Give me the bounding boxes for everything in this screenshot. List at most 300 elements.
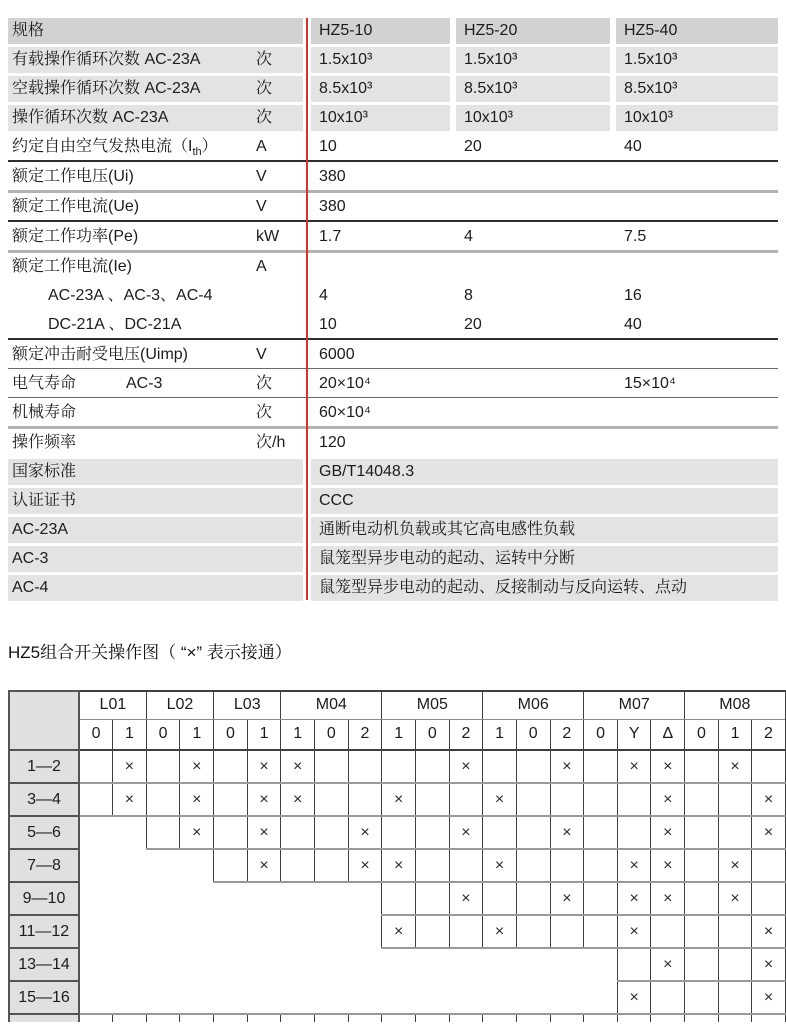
contact-cell xyxy=(516,882,550,915)
contact-cell xyxy=(382,882,416,915)
spec-unit: V xyxy=(256,168,267,185)
void-area xyxy=(79,948,617,981)
contact-cell xyxy=(214,750,248,783)
operation-table xyxy=(8,690,786,1022)
void-area xyxy=(79,816,146,849)
contact-cell xyxy=(315,750,349,783)
spec-value-span: 380 xyxy=(319,168,346,185)
contact-cell xyxy=(348,750,382,783)
contact-cell xyxy=(382,816,416,849)
spec-label: 额定工作电流(Ue) xyxy=(12,198,140,215)
spec-value: 20×10⁴ xyxy=(319,375,371,392)
contact-cell xyxy=(516,750,550,783)
spec-unit: 次 xyxy=(256,80,273,97)
contact-mark-cell: × xyxy=(550,816,584,849)
spec-value: 20 xyxy=(464,316,482,333)
spec-value: HZ5-20 xyxy=(456,18,610,44)
group-header: L02 xyxy=(146,691,213,719)
contact-cell xyxy=(651,981,685,1014)
spec-value-span: 6000 xyxy=(319,346,355,363)
contact-cell xyxy=(685,750,719,783)
contact-row-label: 15—16 xyxy=(9,981,79,1014)
contact-cell xyxy=(315,849,349,882)
partial-cell xyxy=(281,1014,315,1022)
contact-row xyxy=(9,915,786,948)
void-area xyxy=(79,849,214,882)
partial-row-label xyxy=(9,1014,79,1022)
contact-cell xyxy=(146,750,180,783)
spec-label: 国家标准 xyxy=(12,463,77,480)
spec-row xyxy=(8,283,778,309)
spec-row xyxy=(8,194,778,222)
contact-mark-cell: × xyxy=(617,849,651,882)
spec-label: 机械寿命 xyxy=(12,404,77,421)
sub-header: Δ xyxy=(651,719,685,750)
contact-cell xyxy=(483,816,517,849)
contact-mark-cell: × xyxy=(281,783,315,816)
spec-unit: kW xyxy=(256,228,280,245)
sub-header: 0 xyxy=(685,719,719,750)
spec-label: 空载操作循环次数 AC-23A xyxy=(12,80,201,97)
group-header-row xyxy=(9,691,786,719)
contact-cell xyxy=(685,948,719,981)
contact-row-label: 7—8 xyxy=(9,849,79,882)
spec-value: 40 xyxy=(624,138,642,155)
spec-row xyxy=(8,400,778,429)
partial-cell xyxy=(113,1014,147,1022)
spec-value: 10x10³ xyxy=(311,105,450,131)
contact-mark-cell: × xyxy=(550,882,584,915)
contact-cell xyxy=(584,882,618,915)
spec-value: 7.5 xyxy=(624,228,647,245)
contact-cell xyxy=(550,915,584,948)
spec-table xyxy=(8,18,778,604)
contact-row xyxy=(9,882,786,915)
partial-cell xyxy=(685,1014,719,1022)
contact-mark-cell: × xyxy=(348,816,382,849)
spec-label: 操作循环次数 AC-23A xyxy=(12,109,169,126)
partial-cell xyxy=(315,1014,349,1022)
spec-label-cell xyxy=(8,430,303,456)
contact-row xyxy=(9,750,786,783)
spec-row xyxy=(8,254,778,280)
contact-mark-cell: × xyxy=(483,915,517,948)
spec-value xyxy=(456,371,610,397)
contact-row xyxy=(9,981,786,1014)
sub-header: 0 xyxy=(79,719,113,750)
spec-label-cell xyxy=(8,488,303,514)
spec-label: 额定工作电流(Ie) xyxy=(12,258,133,275)
partial-cell xyxy=(214,1014,248,1022)
contact-cell xyxy=(315,816,349,849)
contact-cell xyxy=(752,882,786,915)
partial-row xyxy=(9,1014,786,1022)
partial-cell xyxy=(415,1014,449,1022)
spec-label-cell xyxy=(8,134,303,165)
spec-value-span: 鼠笼型异步电动的起动、运转中分断 xyxy=(311,546,778,572)
contact-cell xyxy=(685,849,719,882)
partial-cell xyxy=(483,1014,517,1022)
corner-cell xyxy=(9,691,79,750)
spec-unit: 次 xyxy=(256,109,273,126)
contact-cell xyxy=(651,915,685,948)
contact-cell xyxy=(449,915,483,948)
contact-mark-cell: × xyxy=(718,750,752,783)
spec-unit: 次/h xyxy=(256,434,286,451)
spec-value: HZ5-40 xyxy=(616,18,778,44)
spec-row xyxy=(8,459,778,485)
spec-label-cell xyxy=(8,459,303,485)
contact-cell xyxy=(214,783,248,816)
contact-mark-cell: × xyxy=(752,981,786,1014)
contact-mark-cell: × xyxy=(449,816,483,849)
contact-mark-cell: × xyxy=(382,783,416,816)
sub-header: 1 xyxy=(180,719,214,750)
contact-row xyxy=(9,783,786,816)
spec-unit: 次 xyxy=(256,375,273,392)
contact-mark-cell: × xyxy=(382,849,416,882)
contact-row-label: 3—4 xyxy=(9,783,79,816)
contact-mark-cell: × xyxy=(281,750,315,783)
red-divider-line xyxy=(306,18,308,600)
contact-cell xyxy=(685,882,719,915)
contact-cell xyxy=(617,948,651,981)
spec-value: HZ5-10 xyxy=(311,18,450,44)
spec-value: 4 xyxy=(464,228,473,245)
contact-cell xyxy=(315,783,349,816)
spec-value: 10 xyxy=(319,316,337,333)
contact-mark-cell: × xyxy=(752,783,786,816)
spec-value: 4 xyxy=(319,287,328,304)
spec-row xyxy=(8,517,778,543)
sub-header-row xyxy=(9,719,786,750)
spec-label-subscript: th xyxy=(192,146,202,159)
contact-row-label: 13—14 xyxy=(9,948,79,981)
spec-label-cell xyxy=(8,164,303,190)
contact-mark-cell: × xyxy=(113,750,147,783)
contact-mark-cell: × xyxy=(651,849,685,882)
contact-mark-cell: × xyxy=(651,750,685,783)
spec-label-cell xyxy=(8,76,303,102)
partial-cell xyxy=(247,1014,281,1022)
contact-mark-cell: × xyxy=(348,849,382,882)
contact-mark-cell: × xyxy=(113,783,147,816)
spec-label-cell xyxy=(8,254,303,280)
contact-cell xyxy=(516,783,550,816)
contact-cell xyxy=(718,816,752,849)
contact-mark-cell: × xyxy=(617,981,651,1014)
contact-row xyxy=(9,816,786,849)
partial-cell xyxy=(146,1014,180,1022)
contact-mark-cell: × xyxy=(651,882,685,915)
spec-value: 16 xyxy=(624,287,642,304)
contact-mark-cell: × xyxy=(247,849,281,882)
spec-sublabel: AC-3 xyxy=(126,375,163,392)
contact-cell xyxy=(214,849,248,882)
contact-cell xyxy=(415,750,449,783)
contact-cell xyxy=(550,849,584,882)
contact-mark-cell: × xyxy=(617,750,651,783)
contact-cell xyxy=(382,750,416,783)
spec-value-span: 60×10⁴ xyxy=(319,404,371,421)
spec-row xyxy=(8,575,778,601)
partial-cell xyxy=(348,1014,382,1022)
spec-value: 15×10⁴ xyxy=(624,375,676,392)
sub-header: 0 xyxy=(516,719,550,750)
contact-cell xyxy=(415,882,449,915)
spec-unit: 次 xyxy=(256,51,273,68)
contact-cell xyxy=(685,783,719,816)
spec-value-span: 380 xyxy=(319,198,346,215)
group-header: M05 xyxy=(382,691,483,719)
contact-cell xyxy=(483,882,517,915)
contact-cell xyxy=(516,915,550,948)
spec-label-cell xyxy=(8,18,303,44)
spec-value-span: GB/T14048.3 xyxy=(311,459,778,485)
spec-label-cell xyxy=(8,105,303,131)
partial-cell xyxy=(584,1014,618,1022)
spec-row xyxy=(8,164,778,193)
spec-row xyxy=(8,342,778,369)
spec-value: 10x10³ xyxy=(616,105,778,131)
spec-value: 1.5x10³ xyxy=(616,47,778,73)
spec-label: 额定工作电压(Ui) xyxy=(12,168,134,185)
contact-mark-cell: × xyxy=(752,948,786,981)
sub-header: Y xyxy=(617,719,651,750)
contact-row xyxy=(9,849,786,882)
spec-row xyxy=(8,47,778,73)
spec-label: 额定工作功率(Pe) xyxy=(12,228,139,245)
sub-header: 2 xyxy=(752,719,786,750)
sub-header: 2 xyxy=(550,719,584,750)
spec-label-cell xyxy=(8,194,303,220)
spec-label: 操作频率 xyxy=(12,434,77,451)
spec-value: 1.5x10³ xyxy=(311,47,450,73)
spec-label: 额定冲击耐受电压(Uimp) xyxy=(12,346,188,363)
contact-cell xyxy=(281,816,315,849)
spec-label-cell xyxy=(8,342,303,368)
spec-row xyxy=(8,76,778,102)
contact-cell xyxy=(685,981,719,1014)
contact-mark-cell: × xyxy=(449,882,483,915)
partial-cell xyxy=(382,1014,416,1022)
spec-label-cell xyxy=(8,312,303,338)
contact-row-label: 9—10 xyxy=(9,882,79,915)
contact-cell xyxy=(146,816,180,849)
partial-cell xyxy=(449,1014,483,1022)
op-body xyxy=(9,750,786,1022)
void-area xyxy=(79,981,617,1014)
contact-mark-cell: × xyxy=(651,783,685,816)
contact-mark-cell: × xyxy=(483,849,517,882)
contact-cell xyxy=(685,915,719,948)
spec-label: AC-4 xyxy=(12,579,49,596)
partial-cell xyxy=(516,1014,550,1022)
spec-row xyxy=(8,371,778,398)
contact-mark-cell: × xyxy=(247,816,281,849)
partial-cell xyxy=(752,1014,786,1022)
contact-mark-cell: × xyxy=(180,750,214,783)
contact-cell xyxy=(79,750,113,783)
op-head xyxy=(9,691,786,750)
operation-table-wrap xyxy=(8,690,786,1022)
spec-value: 8.5x10³ xyxy=(456,76,610,102)
spec-row xyxy=(8,430,778,456)
contact-row-label: 5—6 xyxy=(9,816,79,849)
contact-cell xyxy=(146,783,180,816)
void-area xyxy=(79,915,382,948)
contact-cell xyxy=(483,750,517,783)
contact-cell xyxy=(718,948,752,981)
spec-row xyxy=(8,546,778,572)
sub-header: 0 xyxy=(146,719,180,750)
partial-cell xyxy=(180,1014,214,1022)
partial-cell xyxy=(550,1014,584,1022)
contact-cell xyxy=(752,750,786,783)
contact-mark-cell: × xyxy=(651,816,685,849)
group-header: M07 xyxy=(584,691,685,719)
spec-value: 20 xyxy=(464,138,482,155)
spec-label: AC-3 xyxy=(12,550,49,567)
spec-value: 10 xyxy=(319,138,337,155)
sub-header: 1 xyxy=(718,719,752,750)
partial-cell xyxy=(651,1014,685,1022)
spec-value-span: CCC xyxy=(311,488,778,514)
spec-value: 10x10³ xyxy=(456,105,610,131)
spec-unit: A xyxy=(256,258,267,275)
contact-cell xyxy=(79,783,113,816)
spec-value: 8.5x10³ xyxy=(311,76,450,102)
spec-label-cell xyxy=(8,400,303,426)
partial-cell xyxy=(718,1014,752,1022)
spec-label-cell xyxy=(8,371,303,397)
spec-value-span: 120 xyxy=(319,434,346,451)
sub-header: 0 xyxy=(415,719,449,750)
spec-value-span: 通断电动机负载或其它高电感性负载 xyxy=(311,517,778,543)
contact-mark-cell: × xyxy=(180,783,214,816)
spec-unit: V xyxy=(256,198,267,215)
spec-label-cell xyxy=(8,47,303,73)
spec-row xyxy=(8,134,778,162)
sub-header: 1 xyxy=(281,719,315,750)
contact-mark-cell: × xyxy=(483,783,517,816)
contact-cell xyxy=(214,816,248,849)
spec-unit: V xyxy=(256,346,267,363)
spec-label: DC-21A 、DC-21A xyxy=(48,316,182,333)
contact-row-label: 1—2 xyxy=(9,750,79,783)
spec-value: 8.5x10³ xyxy=(616,76,778,102)
contact-mark-cell: × xyxy=(247,750,281,783)
contact-cell xyxy=(685,816,719,849)
contact-cell xyxy=(516,816,550,849)
contact-cell xyxy=(617,816,651,849)
spec-label: 有载操作循环次数 AC-23A xyxy=(12,51,201,68)
spec-label: 约定自由空气发热电流$(I_{th})$ xyxy=(12,138,218,159)
spec-label: AC-23A 、AC-3、AC-4 xyxy=(48,287,213,304)
contact-cell xyxy=(415,849,449,882)
sub-header: 1 xyxy=(382,719,416,750)
contact-cell xyxy=(415,915,449,948)
contact-cell xyxy=(348,783,382,816)
partial-cell xyxy=(79,1014,113,1022)
spec-label: AC-23A xyxy=(12,521,69,538)
contact-mark-cell: × xyxy=(550,750,584,783)
contact-mark-cell: × xyxy=(752,816,786,849)
sub-header: 0 xyxy=(584,719,618,750)
contact-mark-cell: × xyxy=(752,915,786,948)
spec-label-cell xyxy=(8,283,303,309)
contact-cell xyxy=(584,849,618,882)
contact-cell xyxy=(718,915,752,948)
contact-cell xyxy=(584,783,618,816)
contact-cell xyxy=(718,783,752,816)
spec-value: 1.5x10³ xyxy=(456,47,610,73)
spec-row xyxy=(8,488,778,514)
operation-diagram-title: HZ5组合开关操作图（ “×” 表示接通） xyxy=(8,643,292,662)
contact-mark-cell: × xyxy=(617,915,651,948)
contact-mark-cell: × xyxy=(718,849,752,882)
group-header: M06 xyxy=(483,691,584,719)
spec-row xyxy=(8,18,778,44)
spec-row xyxy=(8,224,778,253)
contact-cell xyxy=(449,849,483,882)
contact-cell xyxy=(281,849,315,882)
spec-value: 1.7 xyxy=(319,228,342,245)
contact-cell xyxy=(584,915,618,948)
sub-header: 0 xyxy=(214,719,248,750)
sub-header: 1 xyxy=(247,719,281,750)
contact-cell xyxy=(449,783,483,816)
spec-label-cell xyxy=(8,546,303,572)
sub-header: 1 xyxy=(113,719,147,750)
spec-label-cell xyxy=(8,224,303,250)
sub-header: 0 xyxy=(315,719,349,750)
contact-row xyxy=(9,948,786,981)
spec-row xyxy=(8,312,778,340)
contact-mark-cell: × xyxy=(449,750,483,783)
sub-header: 2 xyxy=(449,719,483,750)
void-area xyxy=(79,882,382,915)
contact-cell xyxy=(584,816,618,849)
contact-mark-cell: × xyxy=(617,882,651,915)
contact-cell xyxy=(415,783,449,816)
sub-header: 1 xyxy=(483,719,517,750)
contact-cell xyxy=(752,849,786,882)
contact-cell xyxy=(617,783,651,816)
spec-unit: 次 xyxy=(256,404,273,421)
spec-row xyxy=(8,105,778,131)
contact-mark-cell: × xyxy=(382,915,416,948)
group-header: L01 xyxy=(79,691,146,719)
spec-label-cell xyxy=(8,517,303,543)
contact-cell xyxy=(415,816,449,849)
spec-unit: A xyxy=(256,138,267,155)
sub-header: 2 xyxy=(348,719,382,750)
spec-value: 40 xyxy=(624,316,642,333)
contact-mark-cell: × xyxy=(247,783,281,816)
group-header: L03 xyxy=(214,691,281,719)
spec-value-span: 鼠笼型异步电动的起动、反接制动与反向运转、点动 xyxy=(311,575,778,601)
group-header: M04 xyxy=(281,691,382,719)
contact-cell xyxy=(516,849,550,882)
partial-cell xyxy=(617,1014,651,1022)
contact-cell xyxy=(718,981,752,1014)
contact-cell xyxy=(584,750,618,783)
contact-mark-cell: × xyxy=(180,816,214,849)
spec-label: 规格 xyxy=(12,22,45,39)
contact-mark-cell: × xyxy=(651,948,685,981)
contact-row-label: 11—12 xyxy=(9,915,79,948)
